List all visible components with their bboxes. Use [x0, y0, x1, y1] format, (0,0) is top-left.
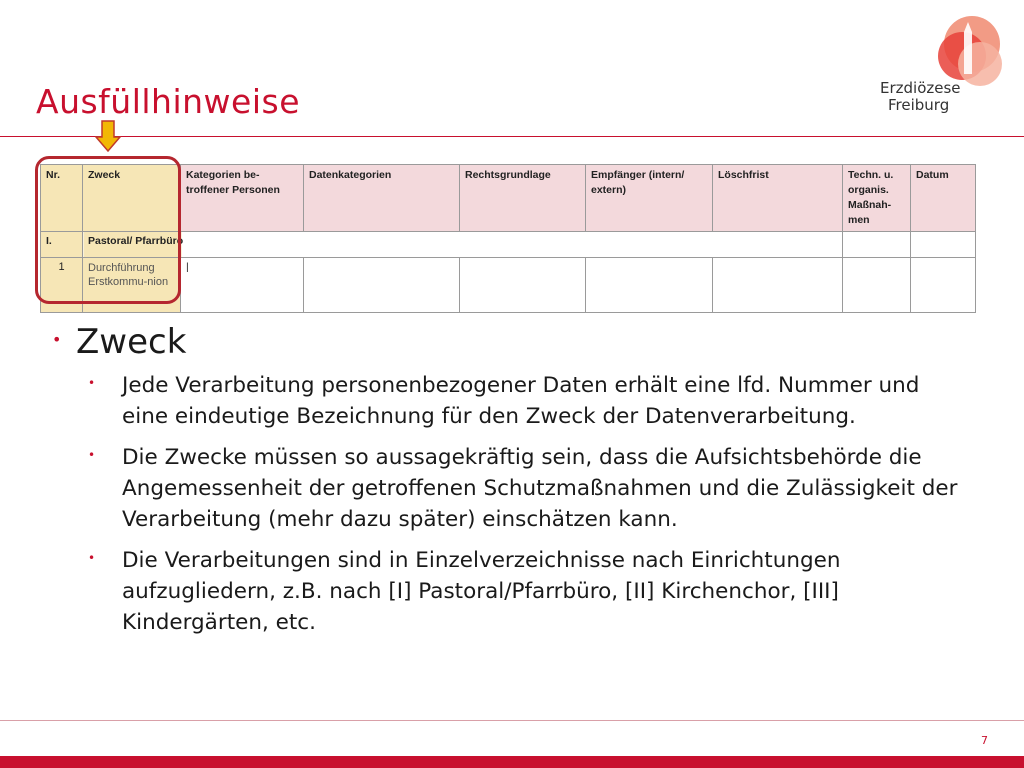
row-zweck: Durchführung Erstkommu-nion	[83, 258, 181, 313]
table-header-row	[41, 165, 976, 232]
bullet-icon: •	[52, 330, 62, 349]
footer-bar	[0, 756, 1024, 768]
list-item-text: Jede Verarbeitung personenbezogener Daten erhält eine lfd. Nummer und eine eindeutige Bezeichnung für den Zweck der Datenverarbeitung.	[122, 373, 920, 429]
header-nr: Nr.	[41, 165, 83, 232]
section-label-text: Pastoral/ Pfarrbüro	[88, 235, 184, 247]
bullet-icon: •	[88, 376, 96, 390]
table-row	[41, 258, 976, 313]
header-datum: Datum	[911, 165, 976, 232]
row-kategorien: |	[181, 258, 304, 313]
page-number: 7	[981, 734, 988, 747]
section-nr: I.	[41, 232, 83, 258]
header-zweck: Zweck	[83, 165, 181, 232]
row-loeschfrist	[713, 258, 843, 313]
row-empfaenger	[586, 258, 713, 313]
header-empfaenger: Empfänger (intern/ extern)	[586, 165, 713, 232]
header-massnahmen: Techn. u. organis. Maßnah-men	[843, 165, 911, 232]
row-rechtsgrundlage	[460, 258, 586, 313]
list-item	[88, 442, 992, 535]
bullet-icon: •	[88, 448, 96, 462]
list-item-text: Die Zwecke müssen so aussagekräftig sein, dass die Aufsichtsbehörde die Angemessenheit der getroffenen Schutzmaßnahmen und die Zulässigkeit der Verarbeitung (mehr dazu später) einschätzen kann.	[122, 445, 958, 532]
list-item	[88, 545, 992, 638]
row-datenkategorien	[304, 258, 460, 313]
slide-content	[52, 322, 992, 648]
list-item	[88, 370, 992, 432]
bullet-icon: •	[88, 551, 96, 565]
header-rechtsgrundlage: Rechtsgrundlage	[460, 165, 586, 232]
processing-table	[40, 164, 975, 304]
header-datenkategorien: Datenkategorien	[304, 165, 460, 232]
down-arrow-icon	[95, 120, 121, 152]
row-massnahmen	[843, 258, 911, 313]
logo-line1: Erzdiözese	[880, 79, 961, 97]
logo-line2: Freiburg	[888, 96, 950, 114]
section-heading: Zweck	[76, 322, 187, 362]
header-kategorien: Kategorien be-troffener Personen	[181, 165, 304, 232]
top-rule	[0, 136, 1024, 137]
section-empty-1	[843, 232, 911, 258]
section-label	[83, 232, 843, 258]
list-item-text: Die Verarbeitungen sind in Einzelverzeichnisse nach Einrichtungen aufzugliedern, z.B. nach [I] Pastoral/Pfarrbüro, [II] Kirchenchor, [III] Kindergärten, etc.	[122, 548, 841, 635]
header-loeschfrist: Löschfrist	[713, 165, 843, 232]
heading-bullet	[52, 322, 992, 362]
logo-text	[880, 80, 961, 114]
slide-title: Ausfüllhinweise	[36, 82, 301, 121]
row-datum	[911, 258, 976, 313]
bottom-rule	[0, 720, 1024, 721]
section-empty-2	[911, 232, 976, 258]
row-nr: 1	[41, 258, 83, 313]
table-section-row	[41, 232, 976, 258]
